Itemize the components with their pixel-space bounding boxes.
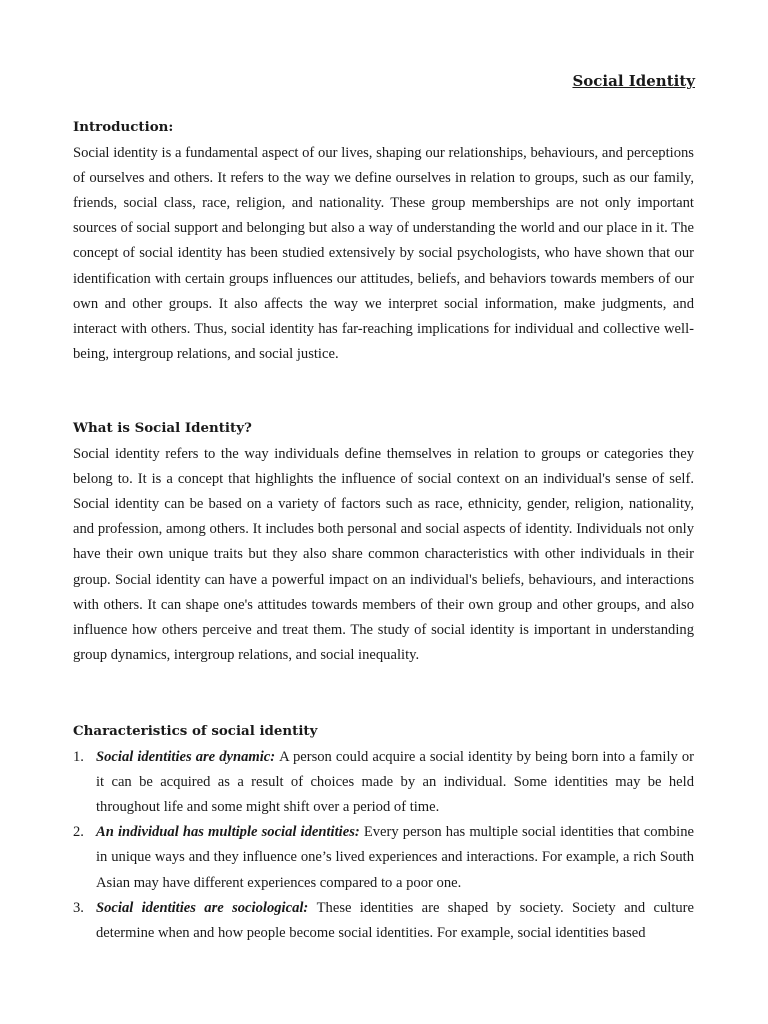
what-is-paragraph: Social identity refers to the way individuals define themselves in relation to groups or categories they belong to. It is a concept that highlights the influence of social context on an individual's sense of self. Social identity can be based on a variety of factors such as race, ethnicity, gender, religion, nationality, and profession, among others. It includes both personal and social aspects of identity. Individuals not only have their own unique traits but they also share common characteristics with other individuals in their group. Social identity can have a powerful impact on an individual's beliefs, behaviours, and interactions with others. It can shape one's attitudes towards members of their own group and other groups, and also influence how others perceive and treat them. The study of social identity is important in understanding group dynamics, intergroup relations, and social inequality. bbox=[73, 445, 694, 664]
list-item-term: Social identities are sociological: bbox=[96, 899, 317, 916]
introduction-heading: Introduction: bbox=[73, 119, 174, 135]
list-item-text: A person could acquire a social identity by being born into a family or it can be acquired as a result of choices made by an individual. Some identities may be held throughout life and some might shift over a period of time. bbox=[96, 748, 694, 815]
list-item-term: Social identities are dynamic: bbox=[96, 748, 280, 765]
list-item bbox=[73, 896, 694, 946]
list-item-text: These identities are shaped by society. Society and culture determine when and how people become social identities. For example, social identities based bbox=[96, 899, 694, 941]
introduction-section bbox=[73, 115, 694, 367]
what-is-section bbox=[73, 416, 694, 668]
list-item-number: 1. bbox=[73, 748, 84, 765]
list-item-text: Every person has multiple social identities that combine in unique ways and they influence one’s lived experiences and interactions. For example, a rich South Asian may have different experiences compared to a poor one. bbox=[96, 824, 695, 891]
list-item-term: An individual has multiple social identities: bbox=[96, 824, 364, 841]
document-title: Social Identity bbox=[572, 72, 695, 90]
list-item bbox=[73, 745, 694, 821]
list-item-number: 3. bbox=[73, 899, 84, 916]
characteristics-list bbox=[73, 745, 694, 947]
characteristics-section bbox=[73, 719, 694, 946]
characteristics-heading: Characteristics of social identity bbox=[73, 723, 318, 739]
list-item-number: 2. bbox=[73, 824, 84, 841]
introduction-paragraph: Social identity is a fundamental aspect of our lives, shaping our relationships, behaviours, and perceptions of ourselves and others. It refers to the way we define ourselves in relation to groups, such as our family, friends, social class, race, religion, and nationality. These group memberships are not only important sources of social support and belonging but also a way of understanding the world and our place in it. The concept of social identity has been studied extensively by social psychologists, who have shown that our identification with certain groups influences our attitudes, beliefs, and behaviors towards members of our own and other groups. It also affects the way we interpret social information, make judgments, and interact with others. Thus, social identity has far-reaching implications for individual and collective well-being, intergroup relations, and social justice. bbox=[73, 144, 694, 363]
list-item bbox=[73, 820, 694, 896]
what-is-heading: What is Social Identity? bbox=[73, 420, 252, 436]
